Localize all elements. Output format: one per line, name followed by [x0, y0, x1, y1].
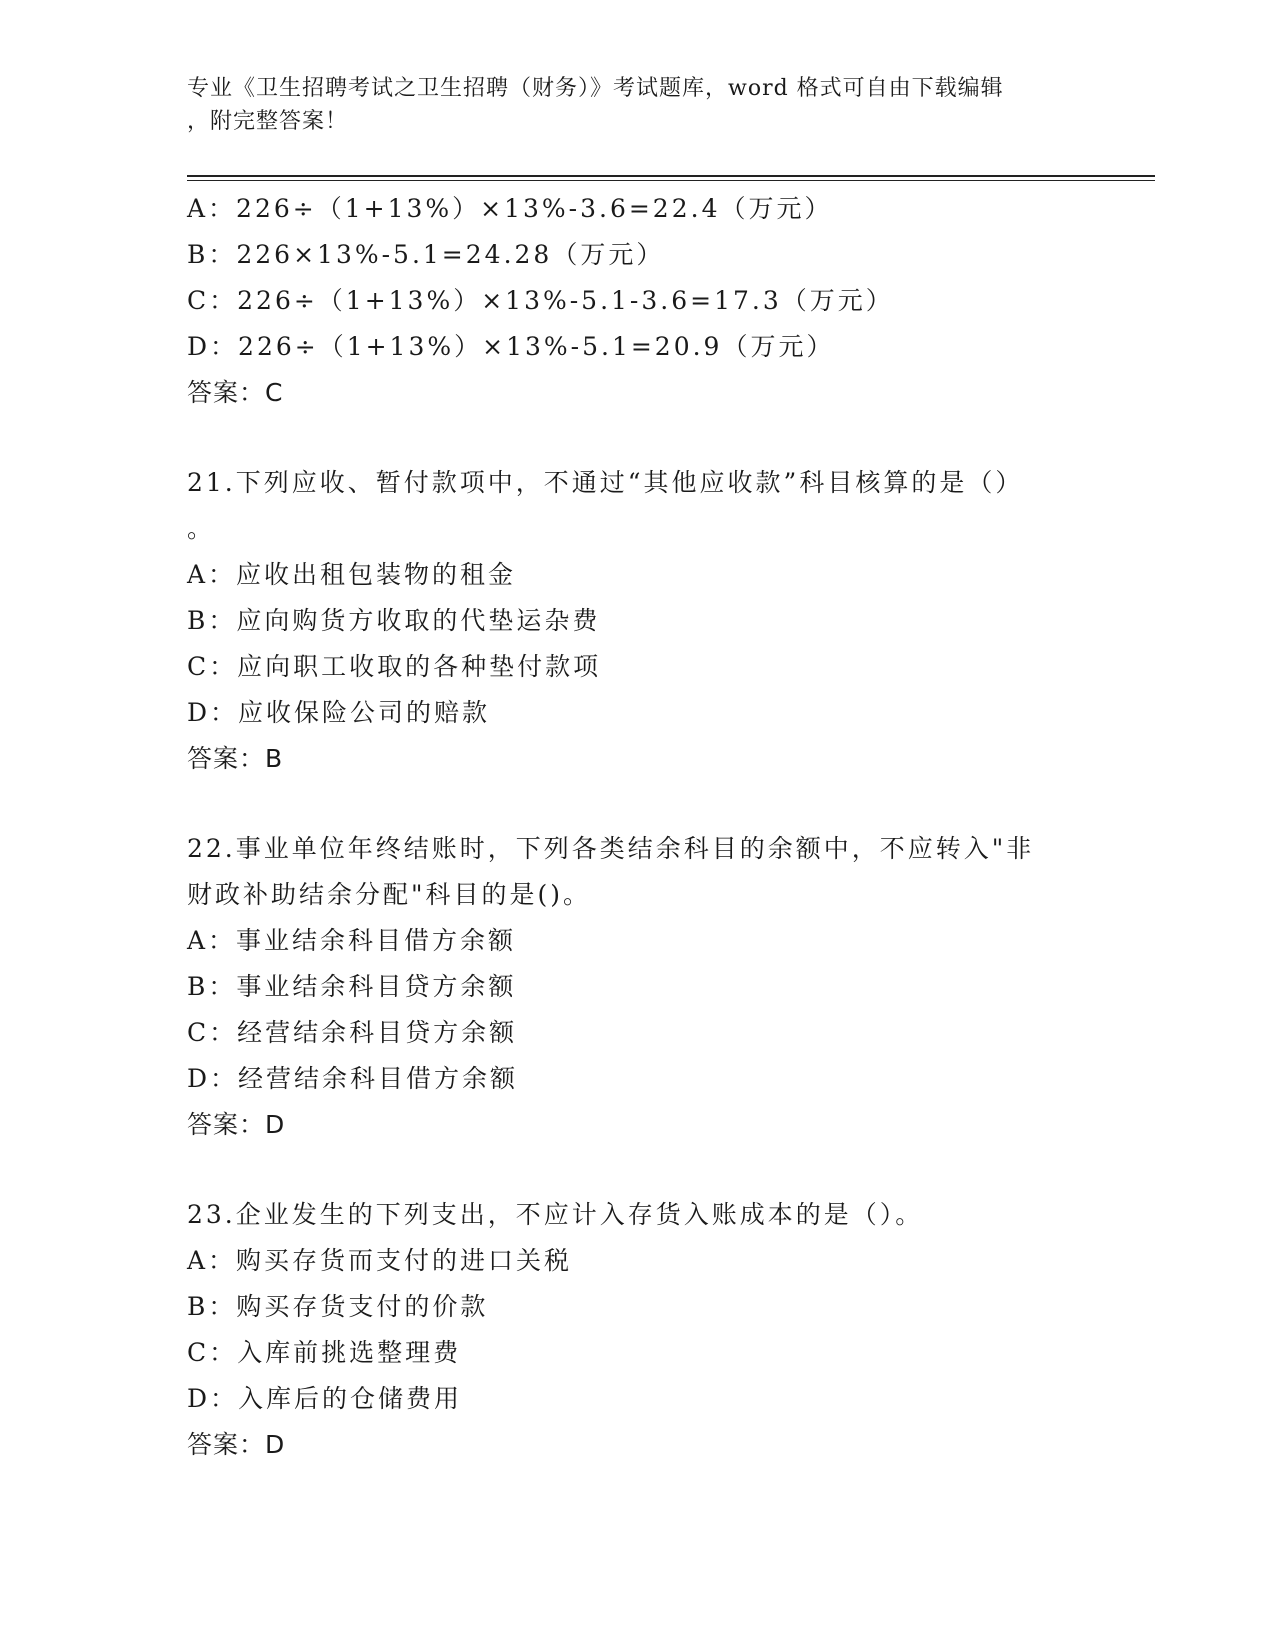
- question-stem: 22.事业单位年终结账时，下列各类结余科目的余额中，不应转入"非: [187, 834, 1035, 863]
- header-rule-thick: [187, 175, 1155, 177]
- option-a: A：购买存货而支付的进口关税: [187, 1246, 573, 1275]
- option-c: C：226÷（1+13%）×13%-5.1-3.6=17.3（万元）: [187, 286, 894, 315]
- option-a: A：事业结余科目借方余额: [187, 926, 517, 955]
- option-d: D：应收保险公司的赔款: [187, 698, 491, 727]
- option-d: D：入库后的仓储费用: [187, 1384, 463, 1413]
- option-b: B：226×13%-5.1=24.28（万元）: [187, 240, 665, 269]
- document-header: [187, 72, 1087, 138]
- option-b: B：购买存货支付的价款: [187, 1292, 489, 1321]
- question-stem: 21.下列应收、暂付款项中，不通过“其他应收款”科目核算的是（）: [187, 468, 1024, 497]
- answer: 答案：B: [187, 744, 284, 773]
- answer: 答案：C: [187, 378, 284, 407]
- question-22: [187, 826, 1087, 1148]
- header-rule-thin: [187, 180, 1155, 181]
- option-a: A：226÷（1+13%）×13%-3.6=22.4（万元）: [187, 194, 833, 223]
- option-b: B：应向购货方收取的代垫运杂费: [187, 606, 601, 635]
- answer: 答案：D: [187, 1110, 286, 1139]
- header-line-2: ，附完整答案！: [187, 109, 349, 134]
- answer: 答案：D: [187, 1430, 286, 1459]
- option-b: B：事业结余科目贷方余额: [187, 972, 517, 1001]
- question-stem: 23.企业发生的下列支出，不应计入存货入账成本的是（）。: [187, 1200, 924, 1229]
- option-d: D：226÷（1+13%）×13%-5.1=20.9（万元）: [187, 332, 835, 361]
- option-c: C：入库前挑选整理费: [187, 1338, 462, 1367]
- question-list: [187, 186, 1087, 1468]
- option-c: C：经营结余科目贷方余额: [187, 1018, 518, 1047]
- option-d: D：经营结余科目借方余额: [187, 1064, 519, 1093]
- header-line-1: 专业《卫生招聘考试之卫生招聘（财务）》考试题库，word 格式可自由下载编辑: [187, 76, 1004, 101]
- question-23: [187, 1192, 1087, 1468]
- question-20: [187, 186, 1087, 416]
- question-stem-cont: 财政补助结余分配"科目的是()。: [187, 880, 592, 909]
- question-stem-cont: 。: [187, 514, 216, 543]
- option-a: A：应收出租包装物的租金: [187, 560, 517, 589]
- question-21: [187, 460, 1087, 782]
- option-c: C：应向职工收取的各种垫付款项: [187, 652, 602, 681]
